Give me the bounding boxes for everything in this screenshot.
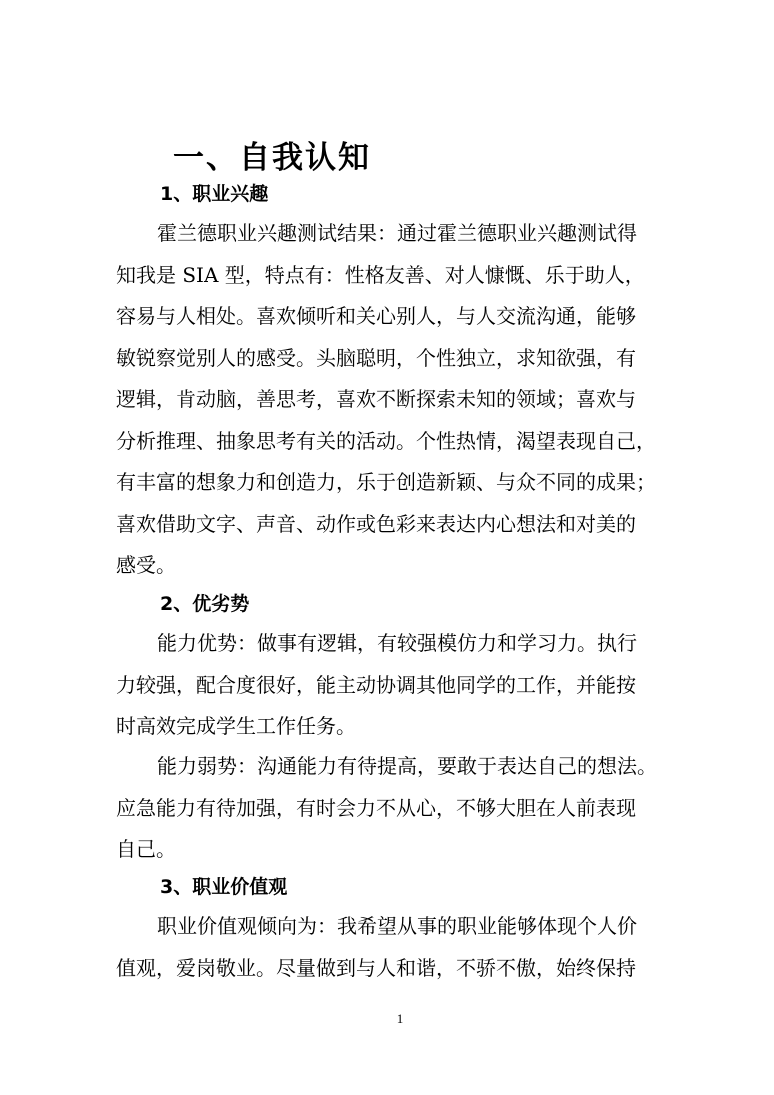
paragraph-line: 喜欢借助文字、声音、动作或色彩来表达内心想法和对美的 <box>116 511 636 536</box>
paragraph-weaknesses <box>116 746 661 871</box>
paragraph-line: 职业价值观倾向为：我希望从事的职业能够体现个人价 <box>157 914 637 938</box>
section-heading-career-interest: 1、职业兴趣 <box>160 183 269 205</box>
paragraph-line: 自己。 <box>116 837 176 861</box>
section-heading-strengths-weaknesses: 2、优劣势 <box>160 593 250 615</box>
paragraph-line: 值观，爱岗敬业。尽量做到与人和谐，不骄不傲，始终保持 <box>116 955 636 980</box>
paragraph-line: 能力优势：做事有逻辑，有较强模仿力和学习力。执行 <box>157 631 637 655</box>
page-title: 一、自我认知 <box>173 140 371 176</box>
paragraph-line: 应急能力有待加强，有时会力不从心，不够大胆在人前表现 <box>116 795 636 820</box>
paragraph-line: 容易与人相处。喜欢倾听和关心别人，与人交流沟通，能够 <box>116 304 636 328</box>
paragraph-line: 分析推理、抽象思考有关的活动。个性热情，渴望表现自己， <box>116 428 656 453</box>
paragraph-line: 有丰富的想象力和创造力，乐于创造新颖、与众不同的成果； <box>116 470 656 494</box>
paragraph-line: 知我是 SIA 型，特点有：性格友善、对人慷慨、乐于助人， <box>116 262 645 287</box>
paragraph-line: 逻辑，肯动脑，善思考，喜欢不断探索未知的领域；喜欢与 <box>116 387 636 411</box>
paragraph-strengths <box>116 623 661 748</box>
paragraph-line: 敏锐察觉别人的感受。头脑聪明，个性独立，求知欲强，有 <box>116 345 636 370</box>
paragraph-line: 感受。 <box>116 553 176 577</box>
page-number: 1 <box>396 1011 404 1026</box>
paragraph-line: 时高效完成学生工作任务。 <box>116 714 356 738</box>
paragraph-line: 能力弱势：沟通能力有待提高，要敢于表达自己的想法。 <box>157 754 657 778</box>
paragraph-career-values <box>116 906 661 989</box>
paragraph-line: 霍兰德职业兴趣测试结果：通过霍兰德职业兴趣测试得 <box>157 221 637 245</box>
paragraph-holland-result <box>116 213 661 587</box>
section-heading-career-values: 3、职业价值观 <box>160 876 288 898</box>
paragraph-line: 力较强，配合度很好，能主动协调其他同学的工作，并能按 <box>116 672 636 697</box>
